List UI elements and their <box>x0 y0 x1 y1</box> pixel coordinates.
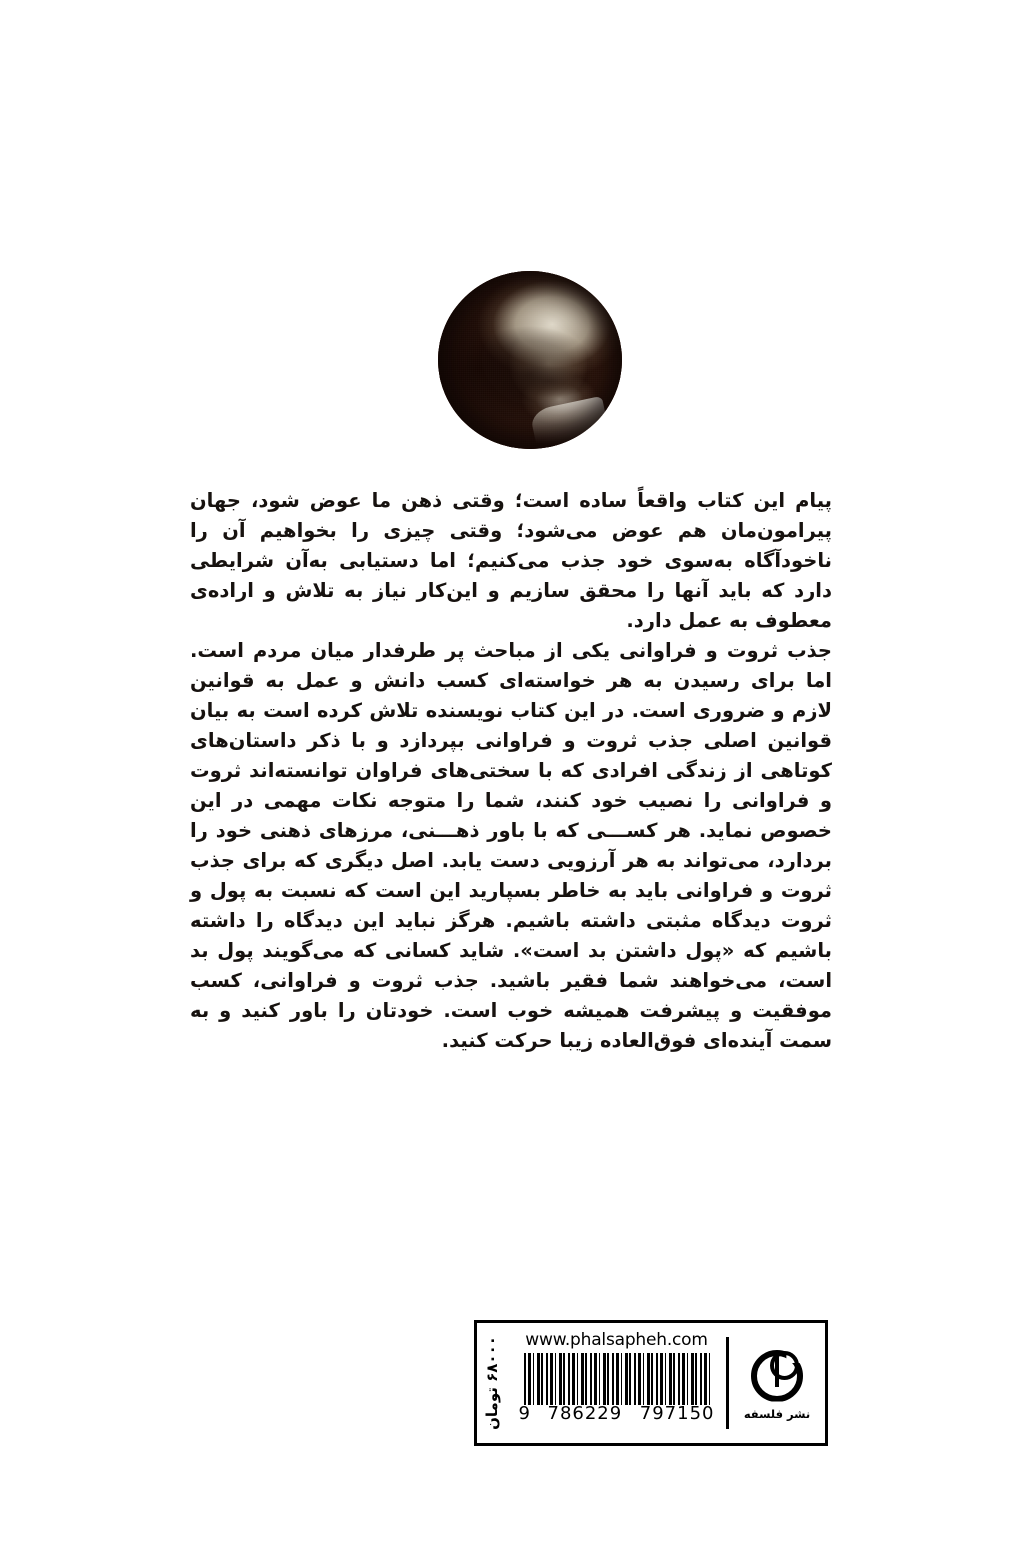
publisher-website: www.phalsapheh.com <box>525 1330 708 1350</box>
isbn-digits <box>519 1404 715 1423</box>
logo-phi-stem-shape <box>775 1352 779 1387</box>
paragraph-2: جذب ثروت و فراوانی یکی از مباحث پر طرفدار میان مردم است. اما برای رسیدن به هر خواسته‌ای کسب دانش و عمل به قوانین لازم و ضروری است. در این کتاب نویسنده تلاش کرده است به بیان قوانین اصلی جذب ثروت و فراوانی بپردازد و با ذکر داستان‌های کوتاهی از زندگی افرادی که با سختی‌های فراوان توانسته‌اند ثروت و فراوانی را نصیب خود کنند، شما را متوجه نکات مهمی در این خصوص نماید. هر کســـی که با باور ذهـــنی، مرزهای ذهنی خود را بردارد، می‌تواند به هر آرزویی دست یابد. اصل دیگری که برای جذب ثروت و فراوانی باید به خاطر بسپارید این است که نسبت به پول و ثروت دیدگاه مثبتی داشته باشیم. هرگز نباید این دیدگاه را داشته باشیم که «پول داشتن بد است». شاید کسانی که می‌گویند پول بد است، می‌خواهند شما فقیر باشید. جذب ثروت و فراوانی، کسب موفقیت و پیشرفت همیشه خوب است. خودتان را باور کنید و به سمت آینده‌ای فوق‌العاده زیبا حرکت کنید. <box>190 639 832 1052</box>
barcode-divider <box>726 1337 729 1429</box>
isbn-prefix: 9 <box>518 1403 530 1424</box>
publisher-name: نشر فلسفه <box>743 1406 811 1421</box>
isbn-right-group: 797150 <box>639 1403 715 1424</box>
isbn-left-group: 786229 <box>547 1403 623 1424</box>
author-portrait-circle <box>438 271 622 449</box>
paragraph-1: پیام این کتاب واقعاً ساده است؛ وقتی ذهن ما عوض شود، جهان پیرامون‌مان هم عوض می‌شود؛ وقتی چیزی را بخواهیم آن را ناخودآگاه به‌سوی خود جذب می‌کنیم؛ اما دستیابی به‌آن شرایطی دارد که باید آنها را محقق سازیم و این‌کار نیاز به تلاش و اراده‌ی معطوف به عمل دارد. <box>190 489 832 632</box>
phi-circle-logo-icon <box>751 1350 803 1402</box>
barcode-block <box>474 1320 828 1446</box>
barcode-bars <box>524 1353 710 1405</box>
back-cover-text <box>190 486 832 1056</box>
price-section <box>477 1323 507 1443</box>
publisher-section <box>729 1323 825 1443</box>
author-portrait <box>438 271 622 449</box>
portrait-vignette <box>438 271 622 449</box>
price-label: ۶۸۰۰۰ تومان <box>482 1336 501 1430</box>
barcode-main-section <box>507 1323 726 1443</box>
